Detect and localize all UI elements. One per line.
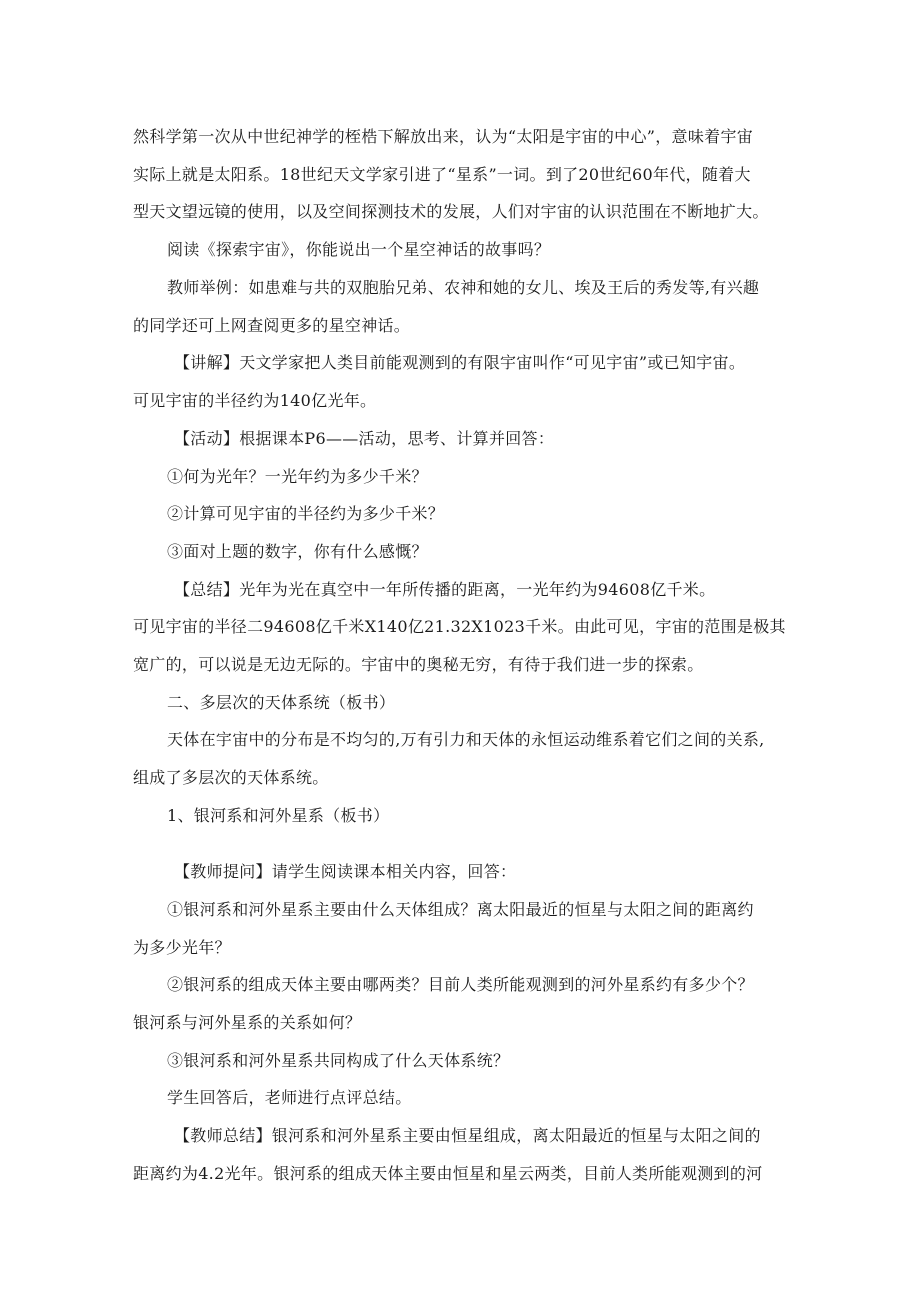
text-line: 二、多层次的天体系统（板书） (167, 693, 396, 712)
text-line: 型天文望远镜的使用，以及空间探测技术的发展，人们对宇宙的认识范围在不断地扩大。 (133, 202, 769, 221)
text-line: 【教师提问】请学生阅读课本相关内容，回答： (174, 862, 517, 881)
text-line: 为多少光年？ (133, 938, 231, 957)
text-line: 的同学还可上网查阅更多的星空神话。 (133, 316, 411, 335)
text-line: 宽广的，可以说是无边无际的。宇宙中的奥秘无穷，有待于我们进一步的探索。 (133, 655, 704, 674)
text-line: 【活动】根据课本P6——活动，思考、计算并回答： (174, 429, 555, 448)
text-line: 1、银河系和河外星系（板书） (167, 806, 390, 825)
text-line: 天体在宇宙中的分布是不均匀的,万有引力和天体的永恒运动维系着它们之间的关系, (167, 730, 765, 749)
text-line: 然科学第一次从中世纪神学的桎梏下解放出来，认为“太阳是宇宙的中心”，意味着宇宙 (133, 127, 754, 146)
text-line: ①银河系和河外星系主要由什么天体组成？离太阳最近的恒星与太阳之间的距离约 (167, 900, 754, 919)
text-line: ③银河系和河外星系共同构成了什么天体系统？ (167, 1051, 510, 1070)
text-line: ③面对上题的数字，你有什么感慨？ (167, 542, 428, 561)
text-line: ②计算可见宇宙的半径约为多少千米？ (167, 504, 445, 523)
text-line: 【讲解】天文学家把人类目前能观测到的有限宇宙叫作“可见宇宙”或已知宇宙。 (174, 353, 746, 372)
text-line: 教师举例：如患难与共的双胞胎兄弟、农神和她的女儿、埃及王后的秀发等,有兴趣 (167, 278, 760, 297)
text-line: ②银河系的组成天体主要由哪两类？目前人类所能观测到的河外星系约有多少个？ (167, 975, 754, 994)
text-line: 阅读《探索宇宙》，你能说出一个星空神话的故事吗？ (167, 240, 551, 259)
text-line: 实际上就是太阳系。18世纪天文学家引进了“星系”一词。到了20世纪60年代，随着大 (133, 165, 751, 184)
text-line: 学生回答后，老师进行点评总结。 (167, 1088, 412, 1107)
text-line: ①何为光年？一光年约为多少千米？ (167, 467, 428, 486)
text-line: 【总结】光年为光在真空中一年所传播的距离，一光年约为94608亿千米。 (174, 580, 716, 599)
text-line: 【教师总结】银河系和河外星系主要由恒星组成，离太阳最近的恒星与太阳之间的 (174, 1126, 761, 1145)
text-line: 距离约为4.2光年。银河系的组成天体主要由恒星和星云两类，目前人类所能观测到的河 (133, 1164, 763, 1183)
text-line: 可见宇宙的半径二94608亿千米X140亿21.32X1023千米。由此可见，宇宙的范围是极其 (133, 617, 786, 636)
text-line: 银河系与河外星系的关系如何？ (133, 1013, 362, 1032)
text-line: 组成了多层次的天体系统。 (133, 768, 329, 787)
text-line: 可见宇宙的半径约为140亿光年。 (133, 391, 377, 410)
